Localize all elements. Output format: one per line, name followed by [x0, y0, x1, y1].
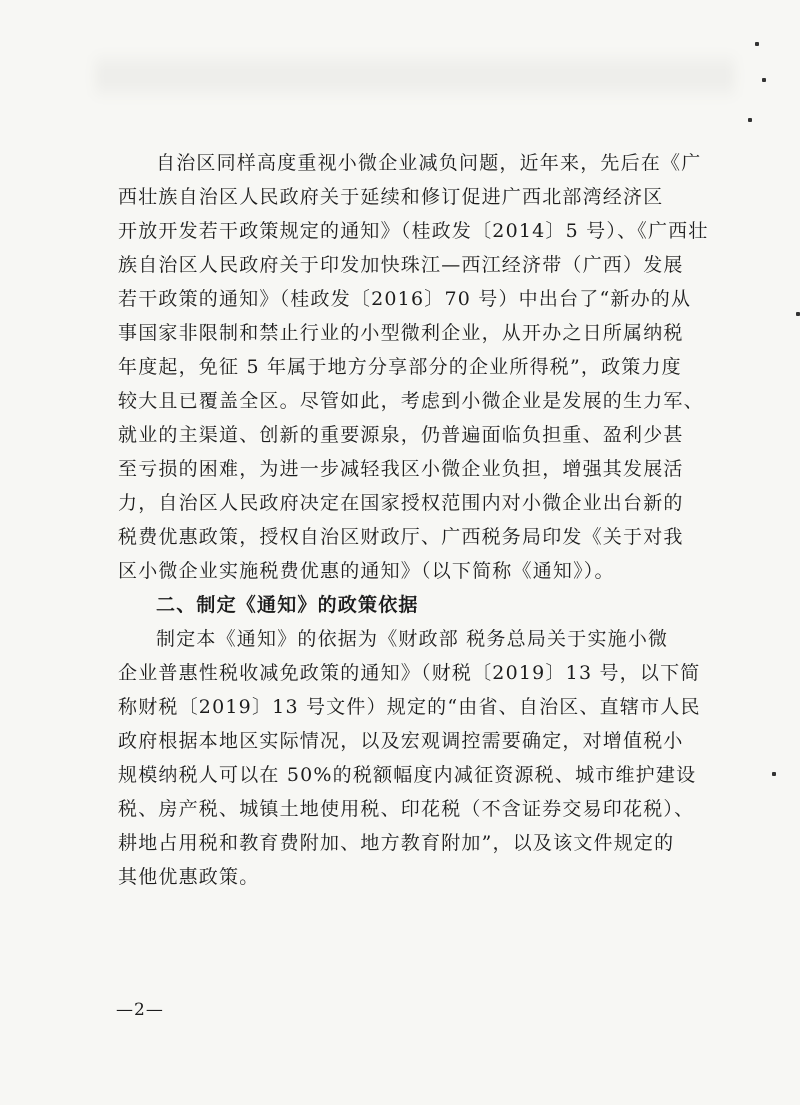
- text-line: 开放开发若干政策规定的通知》（桂政发〔2014〕5 号）、《广西壮: [118, 220, 709, 242]
- text-line: 事国家非限制和禁止行业的小型微利企业，从开办之日所属纳税: [118, 322, 684, 344]
- text-line: 区小微企业实施税费优惠的通知》（以下简称《通知》）。: [118, 560, 615, 582]
- document-body: [118, 146, 709, 894]
- text-line: 规模纳税人可以在 50%的税额幅度内减征资源税、城市维护建设: [118, 764, 697, 786]
- paragraph-policy-basis: [118, 622, 701, 894]
- scan-speck: [796, 312, 800, 316]
- scan-speck: [755, 42, 759, 46]
- text-line: 若干政策的通知》（桂政发〔2016〕70 号）中出台了“新办的从: [118, 288, 692, 310]
- scan-speck: [772, 772, 776, 776]
- section-heading: 二、制定《通知》的政策依据: [156, 594, 419, 616]
- text-line: 族自治区人民政府关于印发加快珠江—西江经济带（广西）发展: [118, 254, 684, 276]
- scan-speck: [762, 78, 766, 82]
- text-line: 耕地占用税和教育费附加、地方教育附加”，以及该文件规定的: [118, 832, 675, 854]
- text-line: 企业普惠性税收减免政策的通知》（财税〔2019〕13 号，以下简: [118, 662, 701, 684]
- text-line: 较大且已覆盖全区。尽管如此，考虑到小微企业是发展的生力军、: [118, 390, 704, 412]
- scan-bleed-through: [95, 55, 735, 97]
- text-line: 税费优惠政策，授权自治区财政厅、广西税务局印发《关于对我: [118, 526, 684, 548]
- text-line: 年度起，免征 5 年属于地方分享部分的企业所得税”，政策力度: [118, 356, 682, 378]
- text-line: 制定本《通知》的依据为《财政部 税务总局关于实施小微: [156, 628, 669, 650]
- text-line: 力，自治区人民政府决定在国家授权范围内对小微企业出台新的: [118, 492, 684, 514]
- page-number: —2—: [116, 1000, 164, 1020]
- text-line: 就业的主渠道、创新的重要源泉，仍普遍面临负担重、盈利少甚: [118, 424, 684, 446]
- text-line: 至亏损的困难，为进一步减轻我区小微企业负担，增强其发展活: [118, 458, 684, 480]
- text-line: 政府根据本地区实际情况，以及宏观调控需要确定，对增值税小: [118, 730, 684, 752]
- text-line: 其他优惠政策。: [118, 866, 260, 888]
- text-line: 称财税〔2019〕13 号文件）规定的“由省、自治区、直辖市人民: [118, 696, 701, 718]
- paragraph-background: [118, 146, 709, 588]
- text-line: 西壮族自治区人民政府关于延续和修订促进广西北部湾经济区: [118, 186, 664, 208]
- text-line: 税、房产税、城镇土地使用税、印花税（不含证券交易印花税）、: [118, 798, 695, 820]
- scan-speck: [748, 118, 752, 122]
- text-line: 自治区同样高度重视小微企业减负问题，近年来，先后在《广: [156, 152, 702, 174]
